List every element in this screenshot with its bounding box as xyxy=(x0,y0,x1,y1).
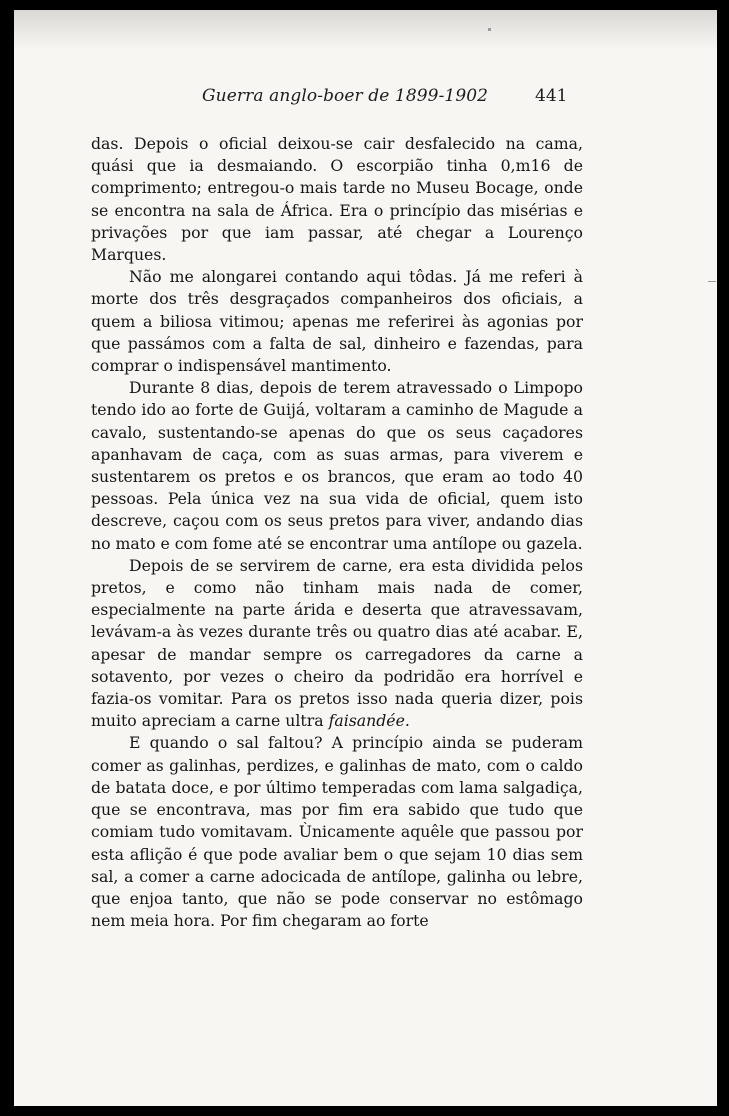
book-page xyxy=(14,10,717,1106)
paragraph-text: Depois de se servirem de carne, era esta dividida pelos pretos, e como não tinham mais nada de comer, especialmente na parte árida e deserta que atravessavam, levávam-a às vezes durante três ou quatro dias até acabar. E, apesar de mandar sempre os carregadores da carne a sotavento, por vezes o cheiro da podridão era horrível e fazia-os vomitar. Para os pretos isso nada queria dizer, pois muito apreciam a carne ultra xyxy=(91,555,583,731)
paragraph: E quando o sal faltou? A princípio ainda se puderam comer as galinhas, perdizes, e galinhas de mato, com o caldo de batata doce, e por último temperadas com lama salgadiça, que se encontrava, mas por fim era sabido que tudo que comiam tudo vomitavam. Ùnicamente aquêle que passou por esta aflição é que pode avaliar bem o que sejam 10 dias sem sal, a comer a carne adocicada de antílope, galinha ou lebre, que enjoa tanto, que não se pode conservar no estômago nem meia hora. Por fim chegaram ao forte xyxy=(91,733,583,931)
speck-mark xyxy=(488,28,491,31)
paragraph: das. Depois o oficial deixou-se cair desfalecido na cama, quási que ia desmaiando. O escorpião tinha 0,m16 de comprimento; entregou-o mais tarde no Museu Bocage, onde se encontra na sala de África. Era o princípio das misérias e privações por que iam passar, até chegar a Lourenço Marques. xyxy=(91,134,583,265)
paragraph xyxy=(91,555,583,733)
page-number: 441 xyxy=(535,86,568,106)
running-title: Guerra anglo-boer de 1899-1902 xyxy=(202,86,489,106)
italic-word: faisandée. xyxy=(328,711,410,731)
paragraph: Não me alongarei contando aqui tôdas. Já me referi à morte dos três desgraçados companheiros dos oficiais, a quem a biliosa vitimou; apenas me referirei às agonias por que passámos com a falta de sal, dinheiro e fazendas, para comprar o indispensável mantimento. xyxy=(91,267,583,376)
running-header xyxy=(14,86,717,110)
page-body xyxy=(91,133,583,932)
speck-mark xyxy=(708,281,716,282)
page-top-shadow xyxy=(14,10,717,50)
paragraph: Durante 8 dias, depois de terem atravessado o Limpopo tendo ido ao forte de Guijá, voltaram a caminho de Magude a cavalo, sustentando-se apenas do que os seus caçadores apanhavam de caça, com as suas armas, para viverem e sustentarem os pretos e os brancos, que eram ao todo 40 pessoas. Pela única vez na sua vida de oficial, quem isto descreve, caçou com os seus pretos para viver, andando dias no mato e com fome até se encontrar uma antílope ou gazela. xyxy=(91,378,583,553)
